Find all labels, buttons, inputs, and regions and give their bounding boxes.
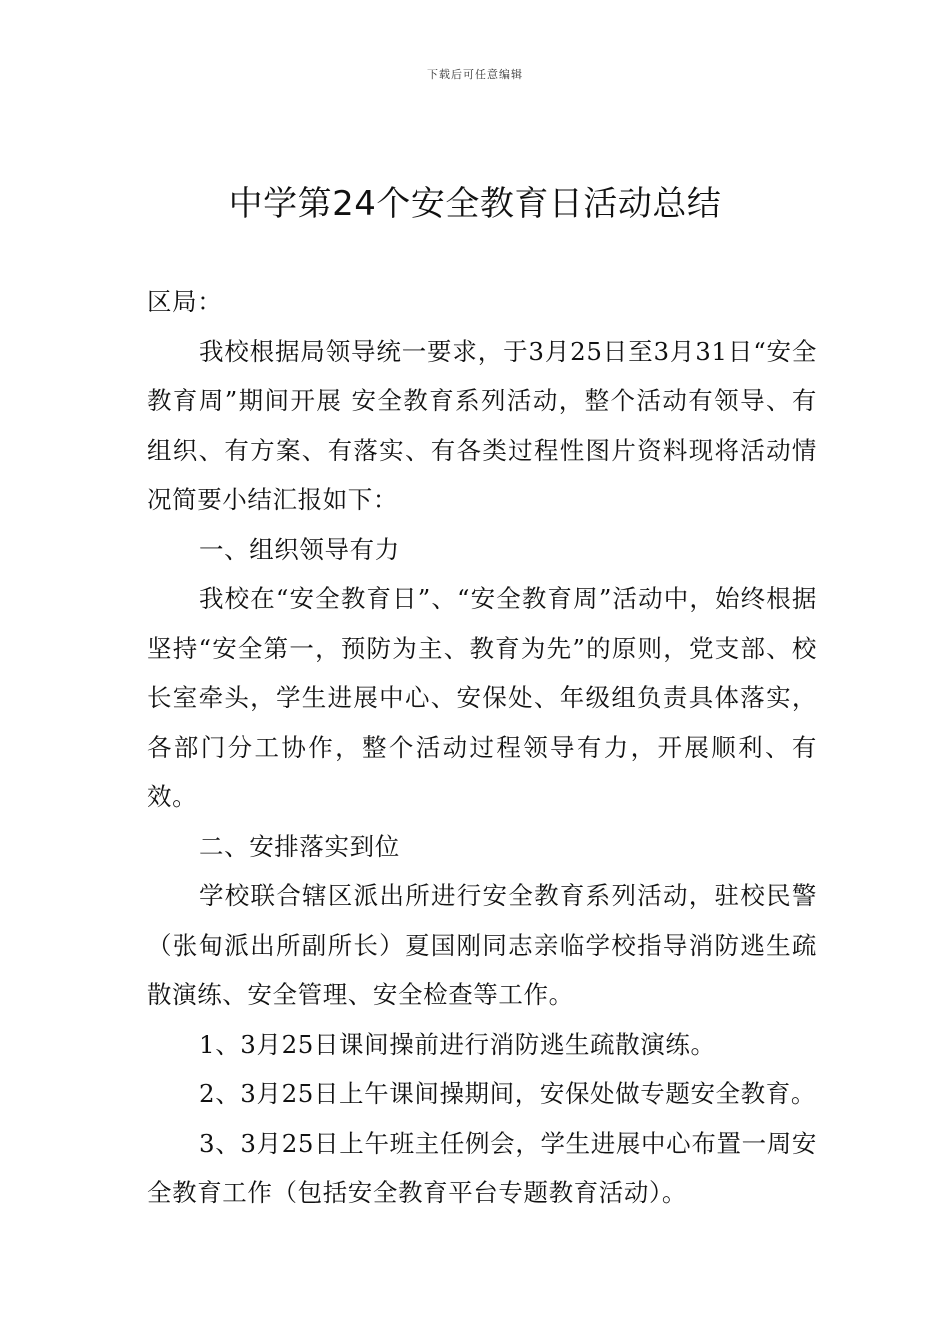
list-item-1: 1、3月25日课间操前进行消防逃生疏散演练。 [199, 1029, 716, 1059]
section-heading-1: 一、组织领导有力 [199, 534, 400, 564]
document-body [147, 277, 817, 1218]
paragraph-intro: 我校根据局领导统一要求，于3月25日至3月31日“安全教育周”期间开展 安全教育系列活动，整个活动有领导、有组织、有方案、有落实、有各类过程性图片资料现将活动情况简要小结汇报如下： [147, 336, 817, 514]
header-note: 下载后可任意编辑 [427, 68, 523, 81]
paragraph-section-1: 我校在“安全教育日”、“安全教育周”活动中，始终根据坚持“安全第一，预防为主、教育为先”的原则，党支部、校长室牵头，学生进展中心、安保处、年级组负责具体落实，各部门分工协作，整个活动过程领导有力，开展顺利、有效。 [147, 584, 817, 811]
document-title: 中学第24个安全教育日活动总结 [228, 184, 722, 224]
section-heading-2: 二、安排落实到位 [199, 831, 400, 861]
list-item-3: 3、3月25日上午班主任例会，学生进展中心布置一周安全教育工作（包括安全教育平台专题教育活动）。 [147, 1128, 817, 1207]
salutation: 区局： [147, 287, 223, 316]
list-item-2: 2、3月25日上午课间操期间，安保处做专题安全教育。 [199, 1079, 816, 1108]
paragraph-section-2: 学校联合辖区派出所进行安全教育系列活动，驻校民警（张甸派出所副所长）夏国刚同志亲临学校指导消防逃生疏散演练、安全管理、安全检查等工作。 [147, 881, 817, 1009]
